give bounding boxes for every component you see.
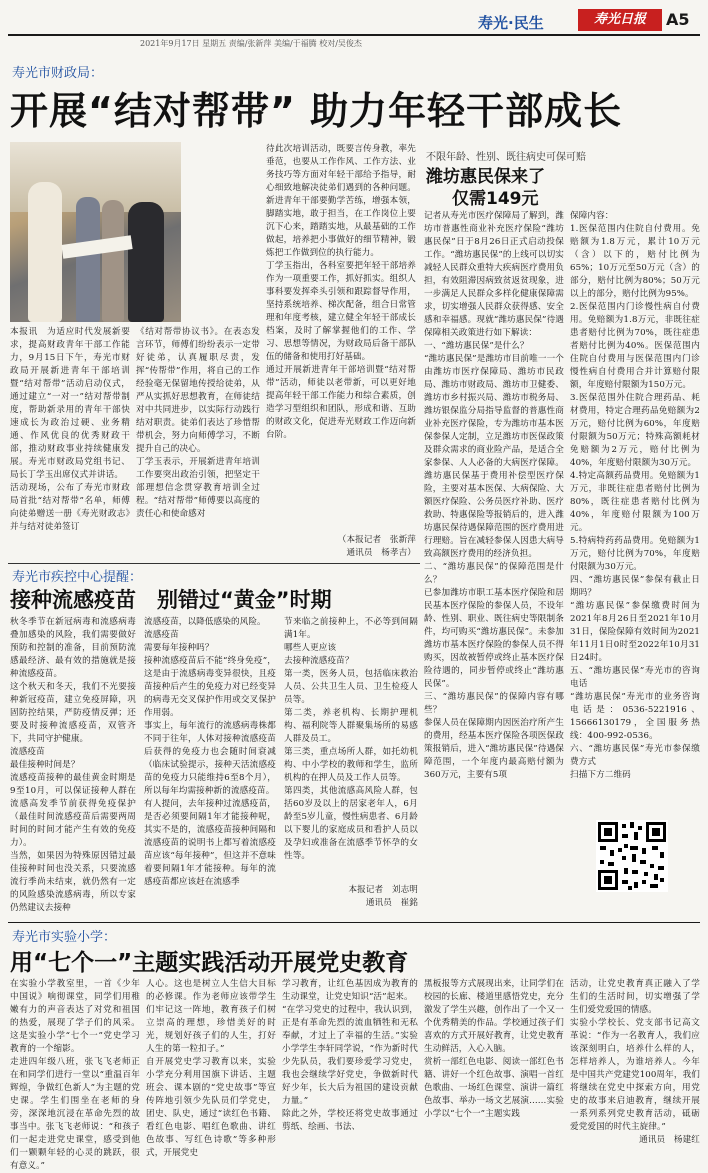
- article4-col2: 人心。这也是树立人生信大目标的必修课。作为老师应该带学生们牢记这一阵地，教育孩子们树立崇高的理想，珍惜美好的时光，规划好孩子们的人生，打好人生的第一粒扣子。” 自开展党史学习教育以来，实验小学充分利用国旗下讲话、主题班会、课本剧的“党史故事”等宣传阵地引领少先队员们学党史，团史、队史，通过“读红色书籍、看红色电影、唱红色歌曲、讲红色故事、写红色诗歌”等多种形式，开展党史: [146, 979, 276, 1158]
- article3-col1: 秋冬季节在新冠病毒和流感病毒叠加感染的风险，我们需要做好预防和控制的准备，目前预防流感最经济、最有效的措施就是接种流感疫苗。 这个秋天和冬天，我们不光要接种新冠疫苗，建立免疫屏障，巩固防控结果，严防疫情反弹；还要及时接种流感疫苗，双管齐下，共同守护健康。 流感疫苗 最佳接种时间是？ 流感疫苗接种的最佳黄金时期是9至10月，可以保证接种人群在流感高发季节前获得免疫保护（最佳时间流感疫苗后需要两周时间的时间才能产生有效的免疫力）。 当然，如果因为特殊原因错过最佳接种时间也没关系，只要流感流行季尚未结束，就仍然有一定的风险感染流感病毒，所以专家仍然建议去接种: [10, 617, 136, 913]
- article1-headline: 开展“结对帮带” 助力年轻干部成长: [10, 89, 623, 133]
- article4-kicker: 寿光市实验小学：: [12, 930, 117, 945]
- article3-col2: 流感疫苗，以降低感染的风险。 流感疫苗 需要每年接种吗？ 接种流感疫苗后不能“终身免疫”，这是由于流感病毒变异很快，且疫苗接种后产生的免疫力对已经变异的病毒无交叉保护作用或交叉保护作用弱。 事实上，每年流行的流感病毒株都不同于往年，人体对接种流感疫苗后获得的免疫力也会随时间衰减（临床试验提示，接种天活流感疫苗的免疫力只能维持6至8个月），所以每年均需接种新的流感疫苗。 有人提问，去年接种过流感疫苗，是否必须要间隔1年才能接种呢，其实不是的，流感疫苗接种间隔和流感疫苗的说明书上都写着流感疫苗应该“每年接种”，但这并不意味着要间隔1年才能接种。每年的流感疫苗都应该赶在流感季: [144, 617, 276, 887]
- article4-col4: 黑板报等方式展现出来，让同学们在校园的长廊、楼道里感悟党史，充分激发了学生兴趣，创作出了一个又一个优秀精美的作品。学校通过孩子们喜欢的方式开展好教育，让党史教育生动鲜活，入心入脑。 赏析一部红色电影、阅读一部红色书籍、讲好一个红色故事、演唱一首红色歌曲、一场红色课堂、演讲一篇红色故事、举办一场文艺展演……实验小学以“七个一”主题实践: [424, 979, 564, 1119]
- header-rule: [8, 34, 700, 36]
- article3-headline: 接种流感疫苗 别错过“黄金”时期: [10, 588, 332, 612]
- issue-meta: 2021年9月17日 星期五 责编/张新萍 美编/于福腾 校对/吴俊杰: [140, 39, 362, 48]
- article3-signature-line2: 通讯员 崔銘: [365, 898, 418, 908]
- article3-col3: 节来临之前接种上，不必等到间隔满1年。 哪些人更应该 去接种流感疫苗？ 第一类，医务人员，包括临床救治人员、公共卫生人员、卫生检疫人员等。 第二类，养老机构、长期护理机构、福利院等人群聚集场所的易感人群及员工。 第三类，重点场所人群，如托幼机构、中小学校的教师和学生，监所机构的在押人员及工作人员等。 第四类，其他流感高风险人群，包括60岁及以上的居家老年人，6月龄至5岁儿童，慢性病患者、6月龄以下婴儿的家庭成员和看护人员以及孕妇或准备在流感季节怀孕的女性等。: [284, 617, 418, 861]
- article3-signature-line1: 本报记者 刘志明: [348, 885, 418, 895]
- article1-photo: [10, 142, 181, 322]
- article2-title-line2: 仅需149元: [452, 189, 539, 209]
- article4-headline: 用“七个一”主题实践活动开展党史教育: [10, 950, 409, 976]
- article2-col2: 保障内容： 1.医保范围内住院自付费用。免赔额为1.8万元，累计10万元（含）以下的，赔付比例为65%；10万元至50万元（含）的部分，赔付比例为80%；50万元以上的部分，赔付比例为95%。 2.医保范围内门诊慢性病自付费用。免赔额为1.8万元，非既往症患者赔付比例为70%，既往症患者赔付比例为40%。医保范围内住院自付费用与医保范围内门诊慢性病自付费用合并计算赔付限额，年度赔付限额为150万元。 3.医保范围外住院合理药品、耗材费用，特定合理药品免赔额为2万元，赔付比例为60%，年度赔付限额为50万元；特殊高额耗材免赔额为2万元，赔付比例为40%，年度赔付限额为30万元。 4.特定高额药品费用。免赔额为1万元，非既往症患者赔付比例为80%，既往症患者赔付比例为40%，年度赔付限额为100万元。 5.特病特药药品费用。免赔额为1万元，赔付比例为70%，年度赔付限额为30万元。 四、“潍坊惠民保”参保有截止日期吗？ “潍坊惠民保”参保缴费时间为2021年8月26日至2021年10月31日，保险保障有效时间为2021年11月1日0时至2022年10月31日24时。 五、“潍坊惠民保”寿光市的咨询电话 “潍坊惠民保”寿光市的业务咨询电话是：0536-5221916、15666130179，全国服务热线：400-992-0536。 六、“潍坊惠民保”寿光市参保缴费方式 扫描下方二维码: [570, 211, 700, 780]
- article3-kicker: 寿光市疾控中心提醒：: [12, 570, 143, 585]
- separator: [8, 563, 420, 564]
- article4-col1: 在实验小学教室里，一首《少年中国说》响彻课堂，同学们用稚嫩有力的声音表达了对党和祖国的热爱，展现了学子们的风采。这是实验小学“七个一”党史学习教育的一个缩影。 走进四年级八班，张飞飞老师正在和同学们进行一堂以“重温百年辉煌，争做红色新人”为主题的党史课。学生们围坐在老师的身旁，深深地沉浸在革命先烈的故事当中。张飞飞老师说：“和孩子们一起走进党史课堂，感受到他们一颗颗年轻的心灵的跳跃，很有意义。”: [10, 979, 140, 1171]
- page-number: A5: [666, 10, 690, 29]
- article4-signature-text: 通讯员 杨建红: [639, 1135, 700, 1145]
- article1-signature: [266, 534, 416, 562]
- newspaper-logo: 寿光日报: [578, 9, 662, 31]
- section-name: 寿光·民生: [478, 14, 544, 32]
- article1-col2: 《结对帮带协议书》。在表态发言环节，师傅们纷纷表示一定带好徒弟，认真履职尽责，发挥“传帮带”作用，将自己的工作经验毫无保留地传授给徒弟，从严从实抓好思想教育，在师徒结对中共同进步，以实际行动践行结对职责。徒弟们表达了珍惜帮带机会，努力向师傅学习，不断提升自己的决心。 丁学玉表示，开展新进青年培训工作要突出政治引领，把坚定干部理想信念贯穿教育培训全过程。“结对帮带”师傅要以高度的责任心和使命感对: [136, 327, 260, 519]
- article1-kicker: 寿光市财政局：: [12, 66, 104, 81]
- article4-signature: [570, 1134, 700, 1148]
- article1-col3: 待此次培训活动，既要言传身教，率先垂范，也要从工作作风、工作方法、业务技巧等方面对年轻干部给予指导，耐心细致地解决徒弟们遇到的各种问题。新进青年干部要勤学苦练，增强本领，脚踏实地，敢于担当，在工作岗位上要沉下心来，踏踏实地，从最基础的工作做起，培养把小事做好的细节精神，锻炼把工作做到位的执行能力。 丁学玉指出，各科室要把年轻干部培养作为一项重要工作，抓好抓实。组织人事科要发挥牵头引领和跟踪督导作用，坚持系统培养、梯次配备，组合日常管理和年度考核，建立健全年轻干部成长档案，及时了解掌握他们的工作、学习、思想等情况，为财政局后备干部队伍的储备和使用打好基础。 通过开展新进青年干部培训暨“结对帮带”活动，师徒以老带新，可以更好地提高年轻干部工作能力和综合素质，创造学习型组织和团队，形成和谐、互助的财政文化，促进寿光财政工作迈向新台阶。: [266, 144, 416, 440]
- qr-code[interactable]: [596, 820, 668, 892]
- article2-subtitle: 不限年龄、性别、既往病史可保可赔: [426, 152, 586, 163]
- article2-col1: 记者从寿光市医疗保障局了解到，潍坊市普惠性商业补充医疗保险“潍坊惠民保”日于8月26日正式启动投保工作。“潍坊惠民保”的上线可以切实减轻人民群众重特大疾病医疗费用负担，有效阻滞因病致贫返贫现象，进一步满足人民群众多样化健康保障需求，切实增强人民群众获得感、安全感和幸福感。现就“潍坊惠民保”待遇保障相关政策进行如下解读： 一、“潍坊惠民保”是什么？ “潍坊惠民保”是潍坊市目前唯一一个由潍坊市医疗保障局、潍坊市民政局、潍坊市财政局、潍坊市卫健委、潍坊市乡村振兴局、潍坊市税务局、潍坊银保监分局指导监督的普惠性商业补充医疗保险，专为潍坊市基本医保参保人定制，立足潍坊市医保政策及群众需求的商业险产品，是适合全家参保、人人必备的大病医疗保障。潍坊惠民保基于费用补偿型医疗保险，主要对基本医保、大病保险、大额医疗保险、公务员医疗补助、医疗救助、特惠保险等报销后的，进入潍坊惠民保待遇保障范围的医疗费用进行理赔。旨在减轻参保人因患大病导致高额医疗费用的经济负担。 二、“潍坊惠民保”的保障范围是什么？ 已参加潍坊市职工基本医疗保险和居民基本医疗保险的参保人员，不设年龄、性别、职业、既往病史等限制条件，均可购买“潍坊惠民保”。未参加潍坊市基本医疗保险的参保人员不得购买，因故被暂停或终止基本医疗保险待遇的，同步暂停或终止“潍坊惠民保”。 三、“潍坊惠民保”的保障内容有哪些？ 参保人员在保障期内因医治疗所产生的费用，经基本医疗保险各项医保政策报销后，进入“潍坊惠民保”待遇保障范围，一个年度内最高赔付额为360万元，主要有5项: [424, 211, 564, 780]
- article4-col3: 学习教育，让红色基因成为教育的生动课堂，让党史知识“活”起来。 “在学习党史的过程中，我认识到，正是有革命先烈的流血牺牲和无私奉献，才过上了幸福的生活。”实验小学学生李轩同学说，“作为新时代少先队员，我们要珍爱学习党史，我也会继续学好党史，争做新时代好少年，长大后为祖国的建设贡献力量。” 除此之外，学校还将党史故事通过剪纸、绘画、书法、: [282, 979, 418, 1132]
- separator: [8, 922, 700, 923]
- article1-col1: 本报讯 为适应时代发展新要求，提高财政青年干部工作能力，9月15日下午，寿光市财政局开展新进青年干部培训暨“结对帮带”活动启动仪式，通过建立“一对一”结对帮带制度，帮助新录用的青年干部快速成长为政治过硬、业务精通、作风优良的优秀财政干部，推动财政事业持续健康发展。寿光市财政局党组书记、局长丁学玉出席仪式并讲话。 活动现场，公布了寿光市财政局首批“结对帮带”名单，师傅向徒弟赠送一册《寿光财政志》并与结对徒弟签订: [10, 327, 130, 532]
- article1-signature-line1: （本报记者 张新萍: [337, 535, 416, 545]
- article1-signature-line2: 通讯员 杨孝吉）: [346, 548, 416, 558]
- article2-title-line1: 潍坊惠民保来了: [426, 167, 545, 187]
- article4-col5: 活动，让党史教育真正融入了学生们的生活时间，切实增强了学生们爱党爱国的情感。 实验小学校长、党支部书记高文革说：“作为一名教育人，我们应该深刻明白，培养什么样的人，怎样培养人，为谁培养人。今年是中国共产党建党100周年，我们将继续在党史中探索方向，用党史的故事来启迪教育，继续开展一系列系列党史教育活动，砥砺爱党爱国的时代主旋律。”: [570, 979, 700, 1132]
- article3-signature: [284, 884, 418, 914]
